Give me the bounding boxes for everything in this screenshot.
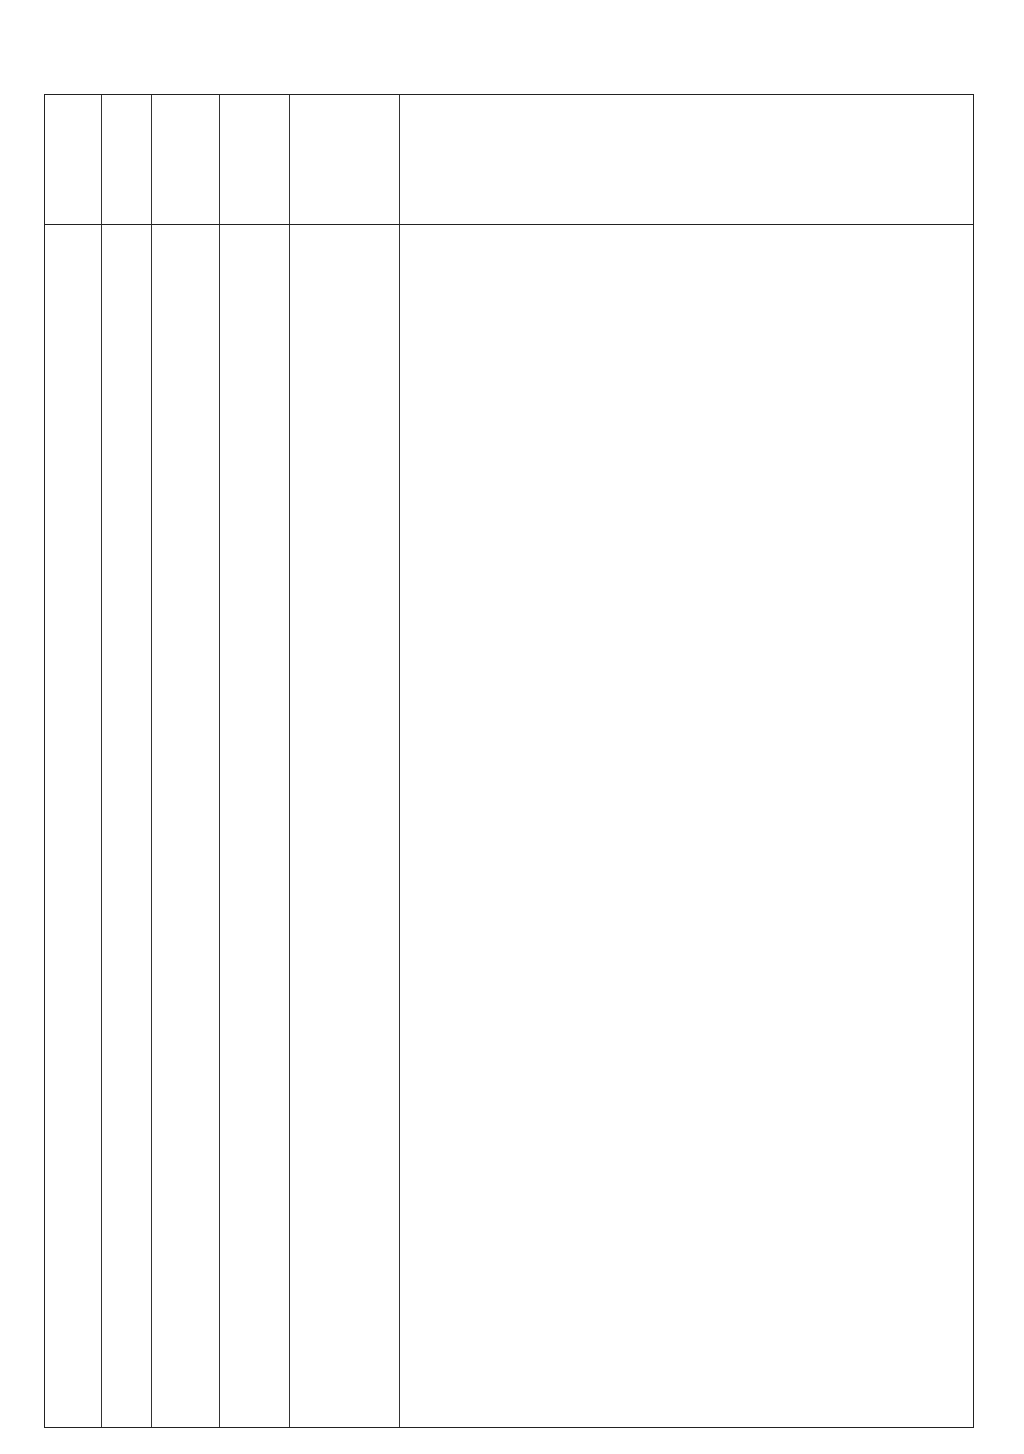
- column-divider: [219, 95, 220, 1427]
- column-divider: [151, 95, 152, 1427]
- column-header-taxeis: [101, 99, 151, 221]
- column-divider: [101, 95, 102, 1427]
- column-header-perigrafi: [401, 99, 975, 221]
- classification-table: [44, 94, 974, 1428]
- column-divider: [289, 95, 290, 1427]
- column-header-ethnikes: [289, 99, 399, 221]
- header-separator: [45, 224, 973, 225]
- column-header-kathgories: [151, 99, 219, 221]
- column-header-ypokathgories: [219, 99, 289, 221]
- column-header-tomeis: [45, 99, 101, 221]
- column-divider: [399, 95, 400, 1427]
